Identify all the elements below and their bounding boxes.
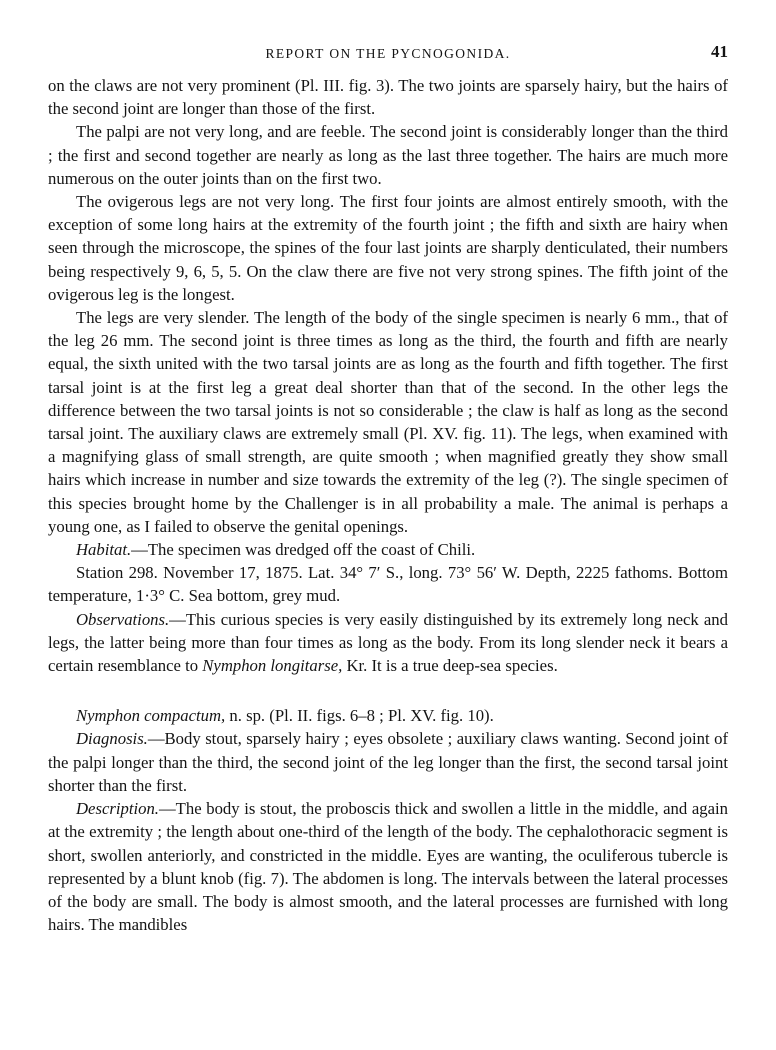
running-title: REPORT ON THE PYCNOGONIDA.: [265, 46, 511, 61]
paragraph-ovigerous-legs: The ovigerous legs are not very long. The first four joints are almost entirely smooth, with the exception of some long hairs at the extremity of the fourth joint ; the fifth and sixth are hairy when seen through the microscope, the spines of the four last joints are sharply denticulated, their numbers being respectively 9, 6, 5, 5. On the claw there are five not very strong spines. The fifth joint of the ovigerous leg is the longest.: [48, 192, 728, 304]
habitat-text: —The specimen was dredged off the coast of Chili.: [131, 540, 476, 560]
paragraph-palpi: The palpi are not very long, and are feeble. The second joint is considerably longer than the third ; the first and second together are nearly as long as the last three together. The hairs are much more numerous on the outer joints than on the first two.: [48, 122, 728, 188]
observations-species: Nymphon longitarse,: [202, 656, 343, 676]
observations-label: Observations.: [76, 609, 170, 629]
page: [48, 40, 728, 936]
diagnosis-text: —Body stout, sparsely hairy ; eyes obsolete ; auxiliary claws wanting. Second joint of the palpi longer than the third, the second joint of the leg longer than the first, the second tarsal joint shorter than the first.: [48, 729, 728, 795]
species-name: Nymphon compactum,: [76, 706, 226, 726]
paragraph-observations: [48, 608, 728, 678]
running-head: [48, 40, 728, 66]
diagnosis-label: Diagnosis.: [76, 729, 148, 749]
observations-text: —This curious species is very easily distinguished by its extremely long neck and legs, the latter being more than four times as long as the body. From its long slender neck it bears a certain resemblance to: [48, 609, 728, 676]
description-text: —The body is stout, the proboscis thick and swollen a little in the middle, and again at the extremity ; the length about one-third of the length of the body. The cephalothoracic segment is short, swollen anteriorly, and constricted in the middle. Eyes are wanting, the oculiferous tubercle is represented by a blunt knob (fig. 7). The abdomen is long. The intervals between the lateral processes of the body are small. The body is almost smooth, and the lateral processes are furnished with long hairs. The mandibles: [48, 799, 728, 935]
description-label: Description.: [76, 799, 159, 819]
paragraph-legs: The legs are very slender. The length of the body of the single specimen is nearly 6 mm., that of the leg 26 mm. The second joint is three times as long as the third, the fourth and fifth are nearly equal, the sixth united with the two tarsal joints are as long as the fourth and fifth together. The first tarsal joint is at the first leg a great deal shorter than that of the second. In the other legs the difference between the two tarsal joints is not so considerable ; the claw is half as long as the second tarsal joint. The auxiliary claws are extremely small (Pl. XV. fig. 11). The legs, when examined with a magnifying glass of small strength, are quite smooth ; when magnified greatly they show small hairs which increase in number and size towards the extremity of the leg (?). The single specimen of this species brought home by the Challenger is in all probability a male. The animal is perhaps a young one, as I failed to observe the genital openings.: [48, 308, 728, 536]
section-spacer: [48, 677, 728, 704]
page-number: 41: [711, 42, 728, 61]
paragraph-station: Station 298. November 17, 1875. Lat. 34° 7′ S., long. 73° 56′ W. Depth, 2225 fathoms. Bottom temperature, 1·3° C. Sea bottom, grey mud.: [48, 563, 728, 606]
paragraph-description: [48, 797, 728, 936]
paragraph-claws: on the claws are not very prominent (Pl. III. fig. 3). The two joints are sparsely hairy, but the hairs of the second joint are longer than those of the first.: [48, 76, 728, 119]
habitat-label: Habitat.: [76, 540, 132, 560]
species-heading-rest: n. sp. (Pl. II. figs. 6–8 ; Pl. XV. fig. 10).: [229, 706, 494, 726]
observations-tail: Kr. It is a true deep-sea species.: [346, 656, 558, 676]
paragraph-diagnosis: [48, 727, 728, 797]
paragraph-habitat: [48, 538, 728, 561]
species-heading: [48, 704, 728, 727]
